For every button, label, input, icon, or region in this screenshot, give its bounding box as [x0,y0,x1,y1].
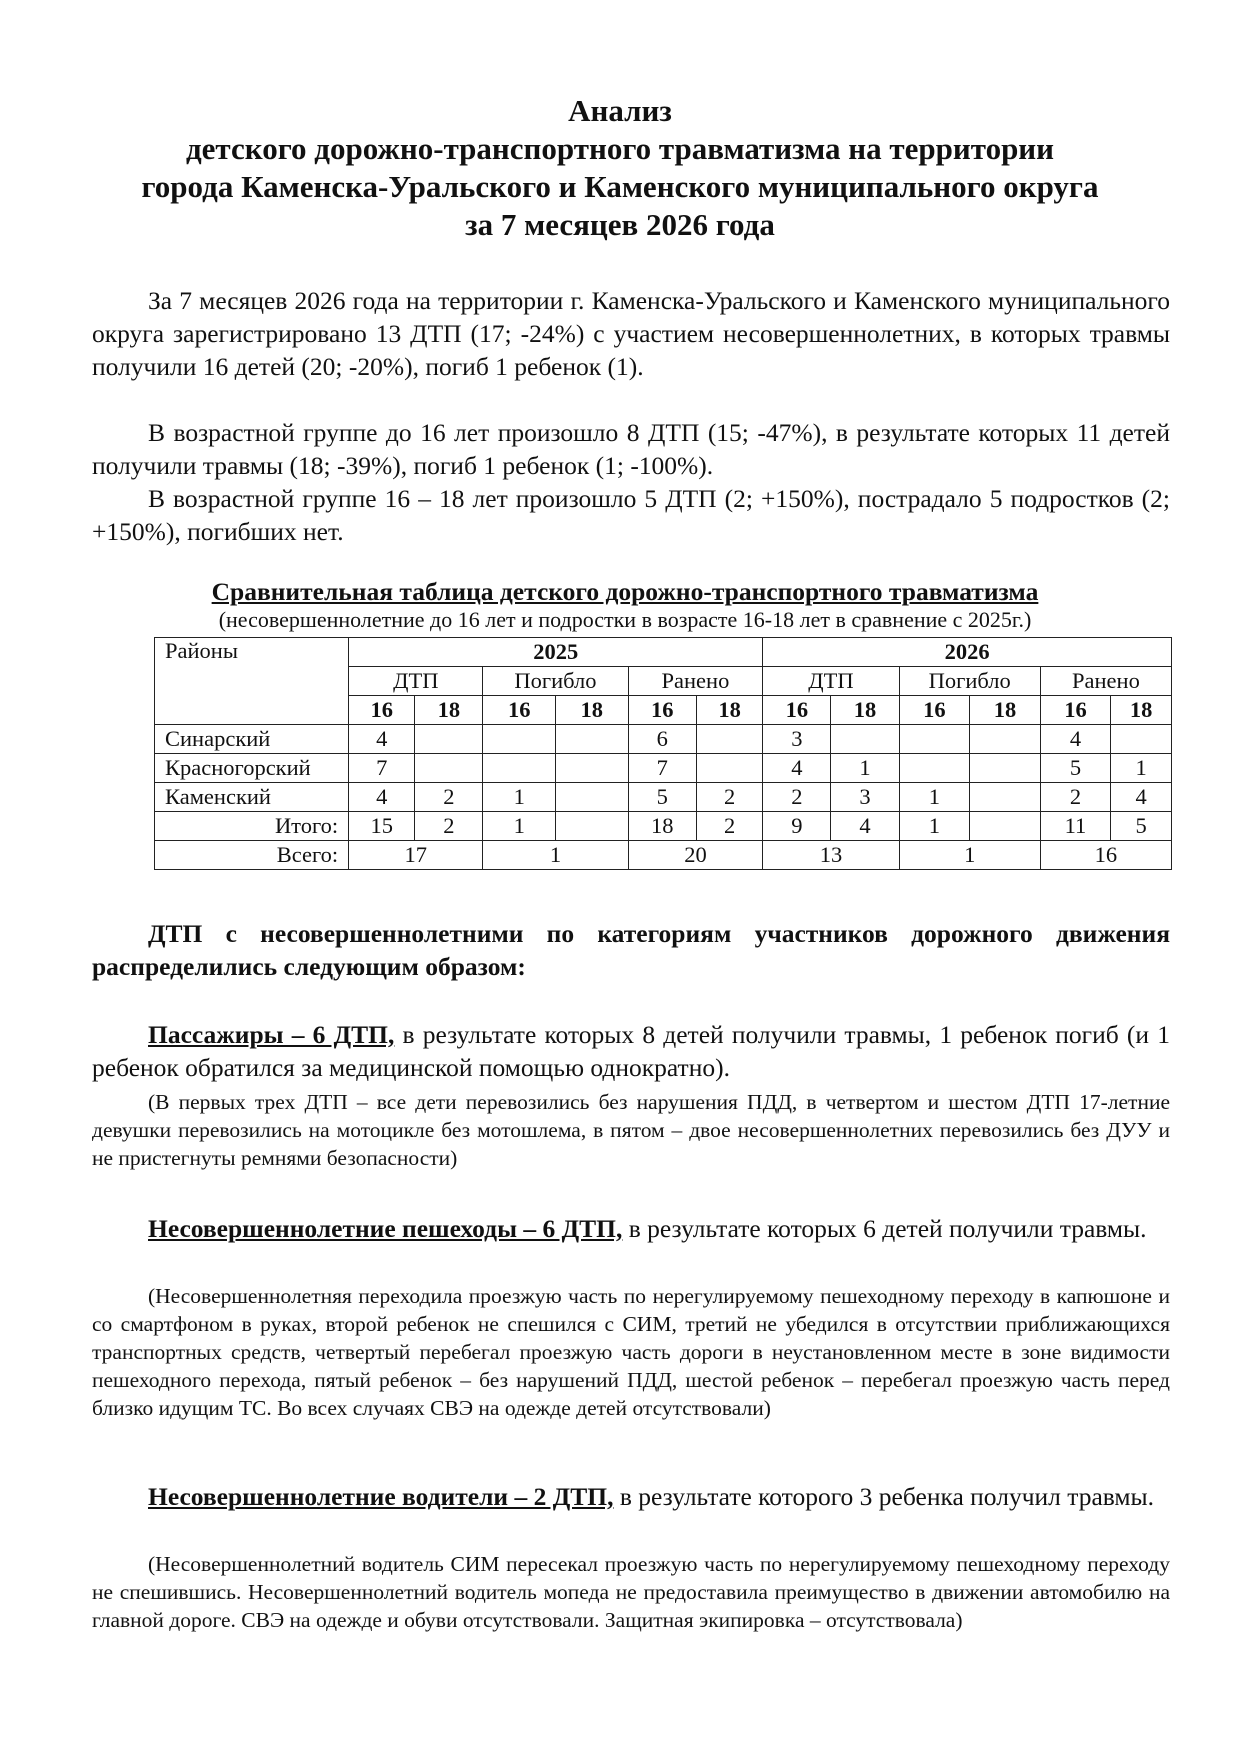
table-title: Сравнительная таблица детского дорожно-транспортного травматизма [211,577,1039,606]
table-cell: 7 [349,754,415,783]
table-row [155,754,1172,783]
pedestrians-paragraph [92,1212,1170,1245]
comparison-table [154,637,1172,870]
age-header: 16 [483,696,556,725]
document-title [0,92,1240,244]
age-header: 18 [970,696,1041,725]
table-cell [970,725,1041,754]
categories-heading-text: ДТП с несовершеннолетними по категориям участников дорожного движения распределились следующим образом: [92,919,1170,981]
table-cell: 5 [1040,754,1110,783]
table-cell [696,725,762,754]
table-cell: 3 [763,725,831,754]
table-cell [555,783,628,812]
intro-paragraph-2 [92,416,1170,482]
table-cell: 9 [763,812,831,841]
total-cell: 1 [483,841,628,870]
drivers-label: Несовершеннолетние водители – 2 ДТП, [148,1482,614,1511]
age-header: 16 [763,696,831,725]
table-cell [970,812,1041,841]
table-cell: 2 [696,783,762,812]
passengers-note-text: (В первых трех ДТП – все дети перевозились без нарушения ПДД, в четвертом и шестом ДТП 17-летние девушки перевозились на мотоцикле без мотошлема, в пятом – двое несовершеннолетних перевозились без ДУУ и не пристегнуты ремнями безопасности) [92,1090,1170,1170]
passengers-text: в результате которых 8 детей получили травмы, 1 ребенок погиб (и 1 ребенок обратился за медицинской помощью однократно). [92,1020,1170,1082]
passengers-label: Пассажиры – 6 ДТП, [148,1020,395,1049]
intro-paragraph-1 [92,284,1170,383]
table-cell: 5 [628,783,696,812]
total-cell: 13 [763,841,899,870]
table-cell: 4 [1111,783,1172,812]
table-cell: 2 [696,812,762,841]
table-cell: 2 [415,783,483,812]
intro-p2-text: В возрастной группе до 16 лет произошло 8 ДТП (15; -47%), в результате которых 11 детей получили травмы (18; -39%), погиб 1 ребенок (1; -100%). [92,418,1170,480]
year-2025-header: 2025 [349,638,763,667]
age-header: 16 [899,696,970,725]
cat-injured-2026: Ранено [1040,667,1171,696]
subtotal-label: Итого: [155,812,349,841]
total-cell: 16 [1040,841,1171,870]
table-cell: 4 [831,812,899,841]
table-cell [555,754,628,783]
categories-heading [92,917,1170,983]
table-cell: 15 [349,812,415,841]
pedestrians-note-text: (Несовершеннолетняя переходила проезжую часть по нерегулируемому пешеходному переходу в капюшоне и со смартфоном в руках, второй ребенок не спешился с СИМ, третий не убедился в отсутствии приближающихся транспортных средств, четвертый перебегал проезжую часть дороги в неустановленном месте в зоне видимости пешеходного перехода, пятый ребенок – без нарушений ПДД, шестой ребенок – перебегал проезжую часть перед близко идущим ТС. Во всех случаях СВЭ на одежде детей отсутствовали) [92,1284,1170,1420]
table-cell: 1 [1111,754,1172,783]
table-cell [483,754,556,783]
table-cell: 1 [899,783,970,812]
cat-dtp-2025: ДТП [349,667,483,696]
title-line-2: детского дорожно-транспортного травматизма на территории [185,131,1055,166]
title-line-3: города Каменска-Уральского и Каменского муниципального округа [141,169,1099,204]
table-cell: 1 [899,812,970,841]
table-cell: 7 [628,754,696,783]
intro-paragraph-3 [92,482,1170,548]
cat-dtp-2026: ДТП [763,667,899,696]
pedestrians-text: в результате которых 6 детей получили травмы. [622,1214,1147,1243]
age-header: 18 [555,696,628,725]
age-header: 18 [831,696,899,725]
table-cell [696,754,762,783]
table-cell [555,812,628,841]
table-cell [970,754,1041,783]
title-line-4: за 7 месяцев 2026 года [465,207,775,242]
region-header: Районы [155,638,349,725]
drivers-text: в результате которого 3 ребенка получил травмы. [613,1482,1155,1511]
table-header-row-years [155,638,1172,667]
age-header: 16 [1040,696,1110,725]
age-header: 18 [415,696,483,725]
table-cell: 4 [763,754,831,783]
table-cell: 4 [349,725,415,754]
cat-dead-2025: Погибло [483,667,628,696]
pedestrians-note [92,1282,1170,1422]
table-cell: 1 [483,812,556,841]
age-header: 18 [1111,696,1172,725]
age-header: 16 [628,696,696,725]
region-name: Синарский [155,725,349,754]
table-cell [415,725,483,754]
table-cell [899,725,970,754]
intro-p1-text: За 7 месяцев 2026 года на территории г. Каменска-Уральского и Каменского муниципального округа зарегистрировано 13 ДТП (17; -24%) с участием несовершеннолетних, в которых травмы получили 16 детей (20; -20%), погиб 1 ребенок (1). [92,286,1170,381]
total-cell: 20 [628,841,763,870]
table-cell [970,783,1041,812]
table-cell: 2 [1040,783,1110,812]
table-cell: 4 [1040,725,1110,754]
table-cell: 4 [349,783,415,812]
passengers-note [92,1088,1170,1172]
table-cell: 6 [628,725,696,754]
year-2026-header: 2026 [763,638,1172,667]
table-cell: 2 [415,812,483,841]
table-row-subtotal [155,812,1172,841]
table-cell [483,725,556,754]
drivers-note-text: (Несовершеннолетний водитель СИМ пересекал проезжую часть по нерегулируемому пешеходному переходу не спешившись. Несовершеннолетний водитель мопеда не предоставила преимущество в движении автомобилю на главной дороге. СВЭ на одежде и обуви отсутствовали. Защитная экипировка – отсутствовала) [92,1552,1170,1632]
cat-injured-2025: Ранено [628,667,763,696]
intro-p3-text: В возрастной группе 16 – 18 лет произошло 5 ДТП (2; +150%), пострадало 5 подростков (2; +150%), погибших нет. [92,484,1170,546]
table-cell [415,754,483,783]
age-header: 16 [349,696,415,725]
table-cell: 18 [628,812,696,841]
table-row [155,725,1172,754]
table-cell [831,725,899,754]
table-cell: 11 [1040,812,1110,841]
passengers-paragraph [92,1018,1170,1084]
table-row [155,783,1172,812]
table-cell [1111,725,1172,754]
table-cell: 1 [831,754,899,783]
total-cell: 17 [349,841,483,870]
drivers-note [92,1550,1170,1634]
pedestrians-label: Несовершеннолетние пешеходы – 6 ДТП, [148,1214,623,1243]
drivers-paragraph [92,1480,1170,1513]
region-name: Красногорский [155,754,349,783]
title-line-1: Анализ [568,93,672,128]
total-cell: 1 [899,841,1040,870]
table-cell: 5 [1111,812,1172,841]
total-label: Всего: [155,841,349,870]
cat-dead-2026: Погибло [899,667,1040,696]
table-cell: 3 [831,783,899,812]
table-row-total [155,841,1172,870]
age-header: 18 [696,696,762,725]
table-cell [899,754,970,783]
table-cell: 2 [763,783,831,812]
table-cell: 1 [483,783,556,812]
table-cell [555,725,628,754]
region-name: Каменский [155,783,349,812]
table-subtitle: (несовершеннолетние до 16 лет и подростки в возрасте 16-18 лет в сравнение с 2025г.) [218,607,1032,632]
